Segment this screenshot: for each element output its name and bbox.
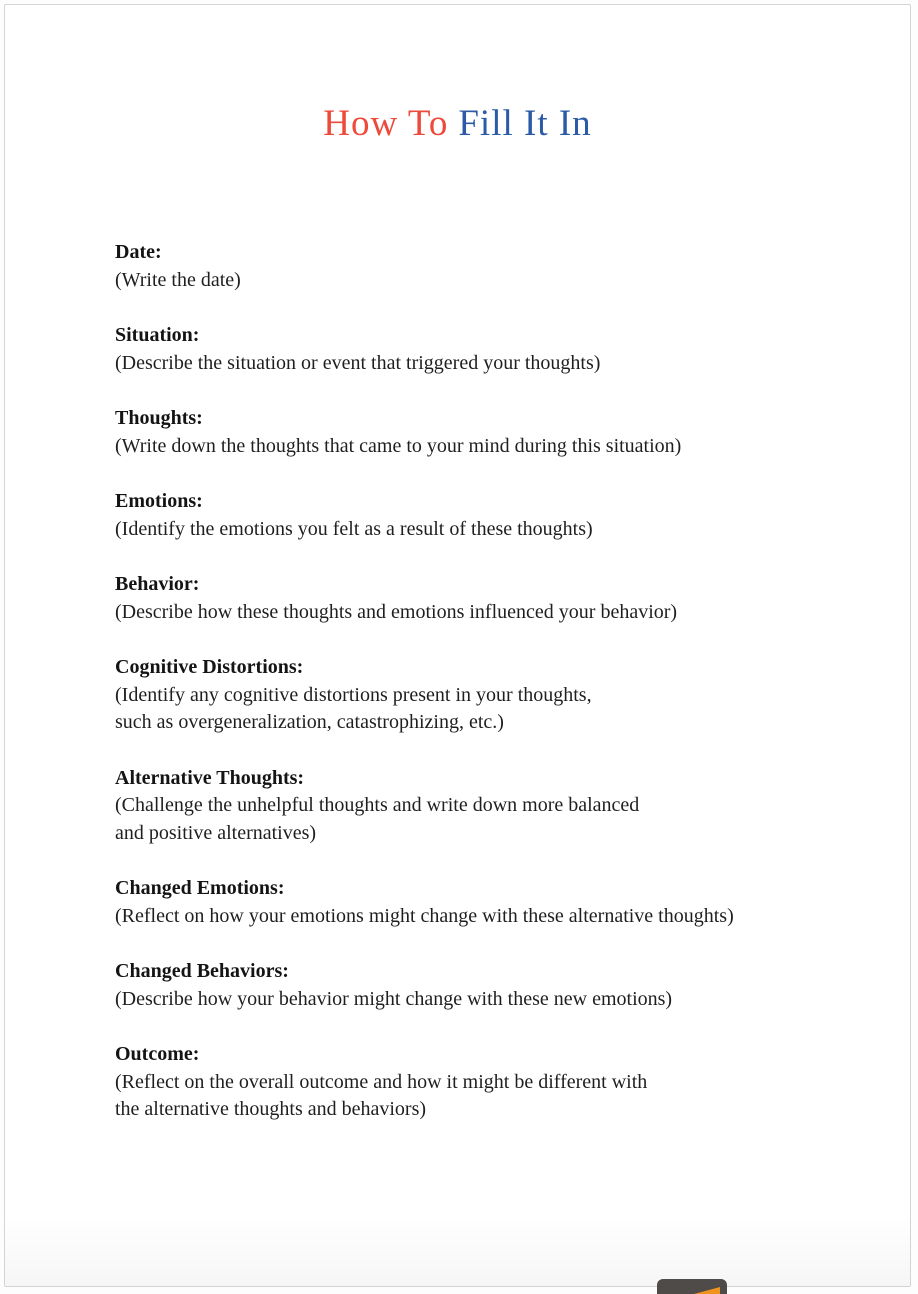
section-changed-behaviors <box>115 958 910 1013</box>
section-description-line: (Describe how your behavior might change with these new emotions) <box>115 987 673 1010</box>
section-description-line: the alternative thoughts and behaviors) <box>115 1098 427 1120</box>
section-situation <box>115 322 910 377</box>
section-description-line: and positive alternatives) <box>115 821 317 844</box>
section-heading: Date: <box>115 241 162 263</box>
section-heading: Emotions: <box>115 490 203 512</box>
worksheet-instructions <box>115 239 910 1124</box>
section-thoughts <box>115 405 910 460</box>
section-heading: Cognitive Distortions: <box>115 656 304 678</box>
section-cognitive-distortions <box>115 654 910 737</box>
section-changed-emotions <box>115 875 910 930</box>
section-heading: Changed Behaviors: <box>115 960 289 982</box>
page-title-blue-part: Fill It In <box>458 103 592 144</box>
section-description-line: (Identify any cognitive distortions present in your thoughts, <box>115 683 592 706</box>
section-heading: Thoughts: <box>115 407 203 429</box>
section-heading: Behavior: <box>115 573 200 595</box>
section-description-line: (Write the date) <box>115 268 241 291</box>
section-date <box>115 239 910 294</box>
section-description-line: (Describe the situation or event that triggered your thoughts) <box>115 351 601 374</box>
section-description-line: (Challenge the unhelpful thoughts and write down more balanced <box>115 794 640 816</box>
section-heading: Alternative Thoughts: <box>115 766 305 789</box>
section-description-line: such as overgeneralization, catastrophizing, etc.) <box>115 711 504 733</box>
bottom-badge[interactable] <box>657 1279 727 1294</box>
document-page <box>4 4 911 1287</box>
section-emotions <box>115 488 910 543</box>
arrow-icon <box>694 1287 720 1294</box>
section-heading: Outcome: <box>115 1043 200 1065</box>
section-heading: Changed Emotions: <box>115 877 285 899</box>
section-description-line: (Write down the thoughts that came to your mind during this situation) <box>115 434 682 457</box>
section-outcome <box>115 1041 910 1124</box>
section-alternative-thoughts <box>115 765 910 848</box>
section-description-line: (Reflect on the overall outcome and how it might be different with <box>115 1070 648 1093</box>
section-behavior <box>115 571 910 626</box>
page-title <box>5 101 910 147</box>
section-description-line: (Describe how these thoughts and emotions influenced your behavior) <box>115 600 678 623</box>
page-title-red-part: How To <box>323 103 449 144</box>
section-description-line: (Identify the emotions you felt as a result of these thoughts) <box>115 517 593 540</box>
section-heading: Situation: <box>115 324 200 346</box>
section-description-line: (Reflect on how your emotions might change with these alternative thoughts) <box>115 904 734 927</box>
